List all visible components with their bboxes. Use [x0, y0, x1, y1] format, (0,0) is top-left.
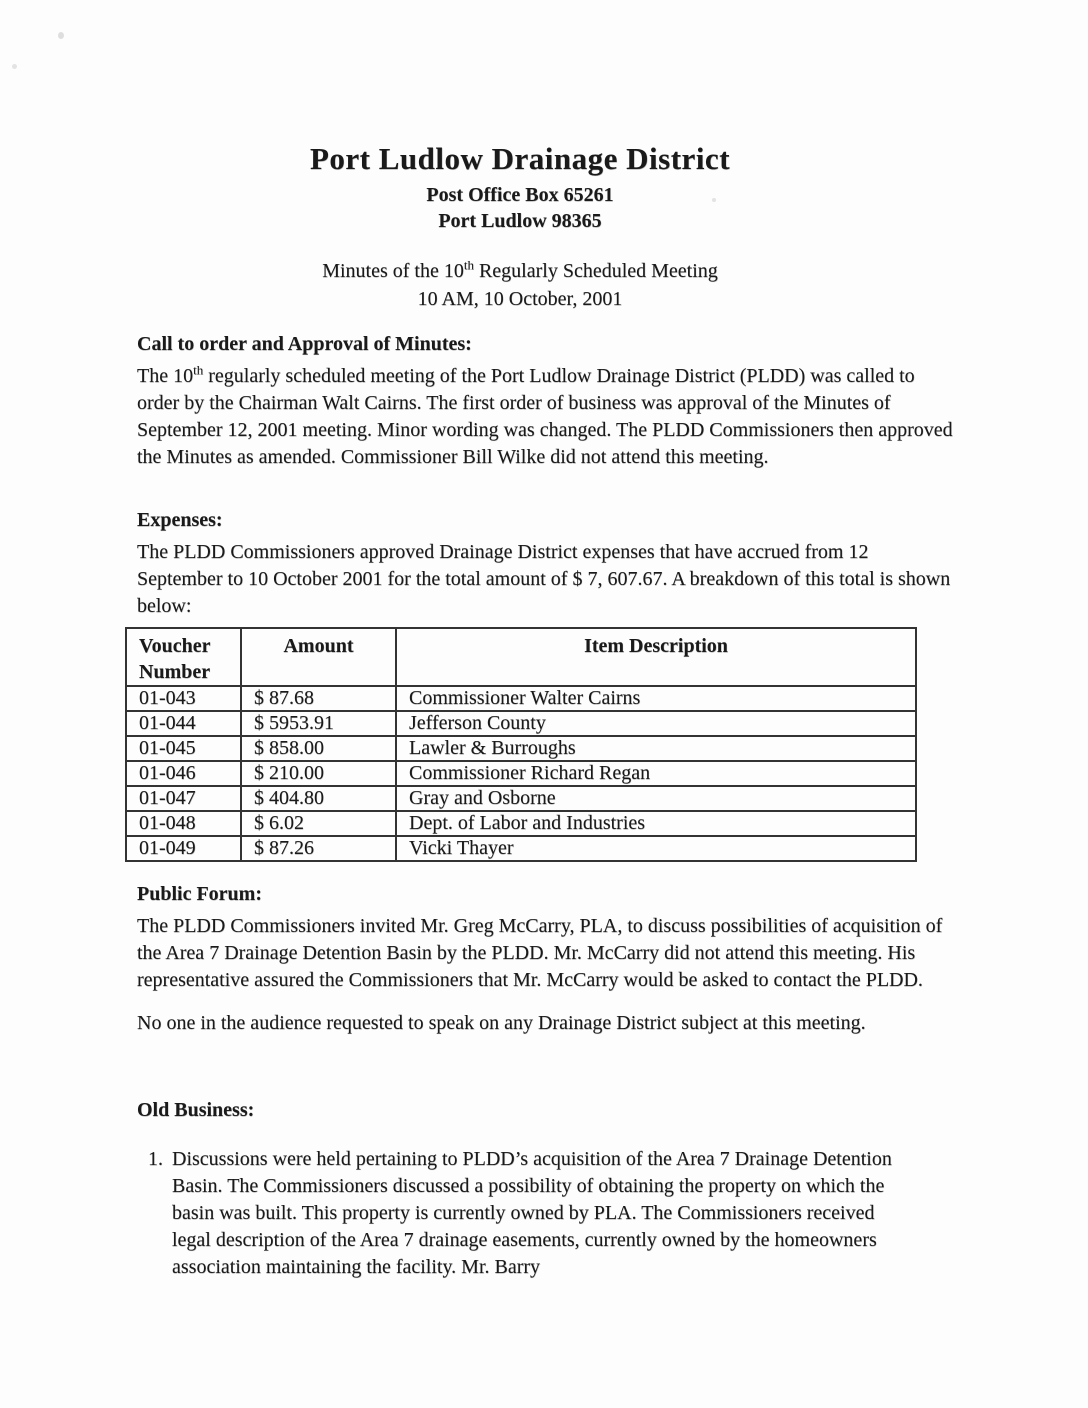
voucher-cell: 01-045: [126, 736, 241, 761]
table-row: [126, 836, 916, 861]
amount-cell: $ 87.68: [241, 686, 396, 711]
section-call-to-order: [137, 331, 955, 471]
meeting-info: [0, 257, 1040, 313]
table-row: [126, 686, 916, 711]
list-item-text: Discussions were held pertaining to PLDD’s acquisition of the Area 7 Drainage Detention Basin. The Commissioners discussed a possibility of obtaining the property on which the basin was built. This property is currently owned by PLA. The Commissioners received legal description of the Area 7 drainage easements, currently owned by the homeowners association maintaining the facility. Mr. Barry: [172, 1148, 892, 1278]
paragraph-text: regularly scheduled meeting of the Port Ludlow Drainage District (PLDD) was called to order by the Chairman Walt Cairns. The first order of business was approval of the Minutes of September 12, 2001 meeting. Minor wording was changed. The PLDD Commissioners then approved the Minutes as amended. Commissioner Bill Wilke did not attend this meeting.: [137, 365, 953, 468]
column-header-item-description: Item Description: [396, 628, 916, 686]
description-cell: Commissioner Walter Cairns: [396, 686, 916, 711]
section-public-forum: [137, 881, 955, 1037]
section-old-business: [137, 1097, 955, 1281]
section-heading-old-business: Old Business:: [137, 1099, 255, 1121]
amount-cell: $ 5953.91: [241, 711, 396, 736]
meeting-title-line: [0, 257, 1040, 285]
table-row: [126, 786, 916, 811]
description-cell: Commissioner Richard Regan: [396, 761, 916, 786]
public-forum-paragraph-1: The PLDD Commissioners invited Mr. Greg McCarry, PLA, to discuss possibilities of acquisition of the Area 7 Drainage Detention Basin by the PLDD. Mr. McCarry did not attend this meeting. His representative assured the Commissioners that Mr. McCarry would be asked to contact the PLDD.: [137, 915, 943, 991]
table-header-row: [126, 628, 916, 686]
description-cell: Dept. of Labor and Industries: [396, 811, 916, 836]
scan-speck: [58, 32, 64, 39]
voucher-cell: 01-044: [126, 711, 241, 736]
meeting-title-suffix: Regularly Scheduled Meeting: [473, 260, 718, 282]
table-row: [126, 811, 916, 836]
voucher-cell: 01-043: [126, 686, 241, 711]
ordinal-superscript: th: [463, 257, 474, 273]
voucher-cell: 01-046: [126, 761, 241, 786]
voucher-cell: 01-049: [126, 836, 241, 861]
section-heading-public-forum: Public Forum:: [137, 883, 262, 905]
amount-cell: $ 858.00: [241, 736, 396, 761]
amount-cell: $ 404.80: [241, 786, 396, 811]
table-row: [126, 736, 916, 761]
amount-cell: $ 210.00: [241, 761, 396, 786]
document-title: Port Ludlow Drainage District: [309, 141, 731, 176]
section-expenses: [137, 507, 955, 620]
old-business-item-1: [137, 1146, 955, 1281]
amount-cell: $ 6.02: [241, 811, 396, 836]
column-header-amount: Amount: [241, 628, 396, 686]
expenses-paragraph: The PLDD Commissioners approved Drainage District expenses that have accrued from 12 September to 10 October 2001 for the total amount of $ 7, 607.67. A breakdown of this total is shown below:: [137, 541, 951, 617]
list-item-number: 1.: [148, 1148, 163, 1170]
table-row: [126, 711, 916, 736]
description-cell: Lawler & Burroughs: [396, 736, 916, 761]
column-header-voucher-number: Voucher Number: [126, 628, 241, 686]
section-heading-expenses: Expenses:: [137, 509, 223, 531]
paragraph-text: The 10: [137, 365, 194, 387]
meeting-datetime-line: 10 AM, 10 October, 2001: [417, 288, 623, 310]
ordinal-superscript: th: [193, 362, 204, 378]
call-to-order-paragraph: [137, 363, 955, 471]
voucher-cell: 01-048: [126, 811, 241, 836]
document-header: [0, 140, 1040, 234]
amount-cell: $ 87.26: [241, 836, 396, 861]
public-forum-paragraph-2: No one in the audience requested to speak on any Drainage District subject at this meeting.: [137, 1012, 866, 1034]
address-block: [0, 182, 1040, 234]
scan-speck: [12, 64, 17, 69]
description-cell: Jefferson County: [396, 711, 916, 736]
voucher-cell: 01-047: [126, 786, 241, 811]
meeting-title-prefix: Minutes of the 10: [322, 260, 464, 282]
table-row: [126, 761, 916, 786]
expense-breakdown-table: [125, 627, 917, 862]
address-line-2: Port Ludlow 98365: [438, 210, 602, 232]
section-heading-call-to-order: Call to order and Approval of Minutes:: [137, 333, 472, 355]
description-cell: Vicki Thayer: [396, 836, 916, 861]
address-line-1: Post Office Box 65261: [426, 184, 614, 206]
description-cell: Gray and Osborne: [396, 786, 916, 811]
